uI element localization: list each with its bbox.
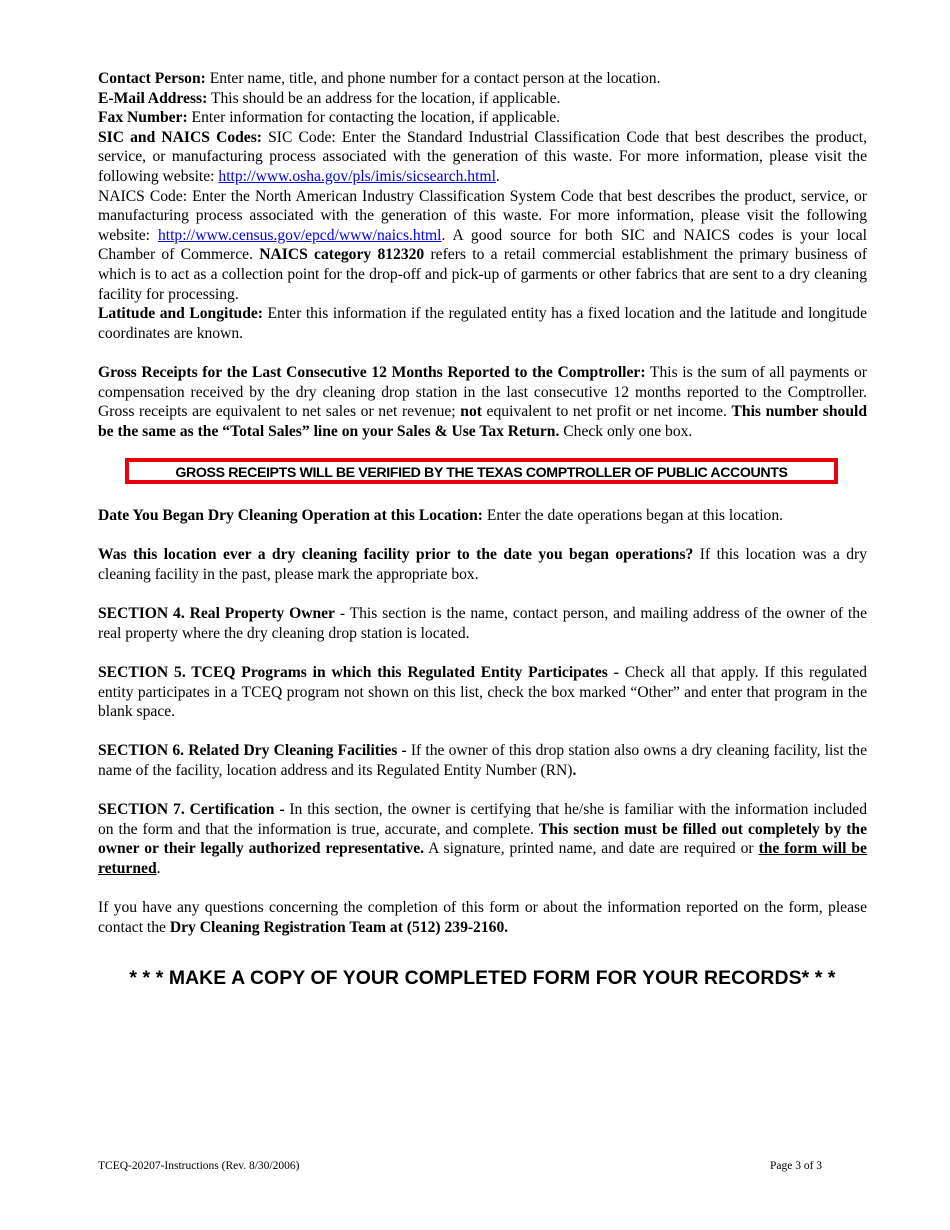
sic-text: SIC Code: Enter the Standard Industrial Classification Code that best describes the product, service, or manufacturing process associated with the generation of this waste. For more information, please visit the following website: bbox=[98, 128, 867, 185]
prior-facility-paragraph bbox=[98, 545, 867, 584]
latlong-paragraph bbox=[98, 304, 867, 343]
questions-text: If you have any questions concerning the completion of this form or about the information reported on the form, please contact the bbox=[98, 899, 867, 936]
gross-receipts-emphasis: This number should be the same as the “Total Sales” line on your Sales & Use Tax Return. bbox=[98, 403, 867, 440]
date-began-paragraph bbox=[98, 506, 867, 526]
contact-person-paragraph bbox=[98, 69, 867, 89]
footer-page-number: Page 3 of 3 bbox=[770, 1160, 823, 1172]
copy-notice: * * * MAKE A COPY OF YOUR COMPLETED FORM FOR YOUR RECORDS* * * bbox=[129, 967, 836, 990]
section-7-paragraph bbox=[98, 800, 867, 878]
instructions-page bbox=[98, 69, 867, 989]
latlong-text: Enter this information if the regulated entity has a fixed location and the latitude and longitude coordinates are known. bbox=[98, 305, 868, 342]
section-7-text-1: In this section, the owner is certifying that he/she is familiar with the information included on the form and that the information is true, accurate, and complete. bbox=[98, 801, 867, 838]
email-paragraph bbox=[98, 89, 867, 109]
section-4-label: SECTION 4. Real Property Owner bbox=[98, 605, 335, 623]
section-6-end: . bbox=[572, 762, 577, 779]
fax-text: Enter information for contacting the location, if applicable. bbox=[187, 109, 561, 127]
sic-end: . bbox=[495, 167, 500, 185]
gross-receipts-text-2: equivalent to net profit or net income. bbox=[481, 403, 732, 421]
naics-category: NAICS category 812320 bbox=[259, 246, 425, 264]
section-7-emphasis: This section must be filled out completely by the owner or their legally authorized representative. bbox=[98, 820, 867, 858]
gross-receipts-text-1: This is the sum of all payments or compensation received by the dry cleaning drop station in the last consecutive 12 months reported to the Comptroller. Gross receipts are equivalent to net sales or net revenue; bbox=[98, 363, 868, 421]
gross-receipts-text-3: Check only one box. bbox=[559, 422, 693, 440]
gross-receipts-not: not bbox=[460, 403, 482, 421]
section-4-text: - This section is the name, contact person, and mailing address of the owner of the real property where the dry cleaning drop station is located. bbox=[98, 605, 867, 642]
naics-text-1: NAICS Code: Enter the North American Industry Classification System Code that best describes the product, service, or manufacturing process associated with the generation of this waste. For more information, please visit the following website: bbox=[98, 187, 867, 244]
footer-form-id: TCEQ-20207-Instructions (Rev. 8/30/2006) bbox=[98, 1160, 300, 1172]
section-6-label: SECTION 6. Related Dry Cleaning Facilities - bbox=[98, 742, 407, 760]
date-began-text: Enter the date operations began at this location. bbox=[482, 507, 784, 525]
section-5-label: SECTION 5. TCEQ Programs in which this Regulated Entity Participates - bbox=[98, 664, 619, 682]
prior-facility-text: If this location was a dry cleaning facility in the past, please mark the appropriate box. bbox=[98, 546, 867, 584]
section-4-paragraph bbox=[98, 604, 867, 643]
naics-text-3: refers to a retail commercial establishment the primary business of which is to act as a collection point for the drop-off and pick-up of garments or other fabrics that are sent to a dry cleaning facility for processing. bbox=[98, 246, 868, 303]
section-7-label: SECTION 7. Certification - bbox=[98, 801, 285, 819]
gross-receipts-paragraph bbox=[98, 363, 867, 441]
date-began-label: Date You Began Dry Cleaning Operation at this Location: bbox=[98, 507, 483, 525]
prior-facility-label: Was this location ever a dry cleaning facility prior to the date you began operations? bbox=[98, 546, 694, 564]
sic-link[interactable]: http://www.osha.gov/pls/imis/sicsearch.html bbox=[218, 167, 496, 185]
form-returned-warning: the form will be returned bbox=[98, 840, 867, 877]
fax-paragraph bbox=[98, 108, 867, 128]
section-7-end: . bbox=[156, 859, 161, 877]
gross-receipts-label: Gross Receipts for the Last Consecutive 12 Months Reported to the Comptroller: bbox=[98, 363, 646, 381]
section-6-paragraph bbox=[98, 741, 867, 780]
naics-link[interactable]: http://www.census.gov/epcd/www/naics.html bbox=[157, 226, 442, 244]
naics-text-2: . A good source for both SIC and NAICS codes is your local Chamber of Commerce. bbox=[98, 226, 867, 264]
email-text: This should be an address for the location, if applicable. bbox=[207, 89, 561, 107]
sic-label: SIC and NAICS Codes: bbox=[98, 128, 262, 146]
fax-label: Fax Number: bbox=[98, 109, 188, 127]
section-5-paragraph bbox=[98, 663, 867, 722]
section-5-text: Check all that apply. If this regulated entity participates in a TCEQ program not shown on this list, check the box marked “Other” and enter that program in the blank space. bbox=[98, 664, 867, 721]
registration-team-contact: Dry Cleaning Registration Team at (512) 239-2160. bbox=[169, 918, 509, 936]
section-7-text-2: A signature, printed name, and date are required or bbox=[424, 840, 759, 858]
naics-paragraph bbox=[98, 187, 867, 305]
latlong-label: Latitude and Longitude: bbox=[98, 305, 264, 323]
email-label: E-Mail Address: bbox=[98, 89, 208, 107]
section-6-text: If the owner of this drop station also owns a dry cleaning facility, list the name of the facility, location address and its Regulated Entity Number (RN) bbox=[98, 742, 867, 779]
verification-banner: GROSS RECEIPTS WILL BE VERIFIED BY THE TEXAS COMPTROLLER OF PUBLIC ACCOUNTS bbox=[125, 458, 838, 484]
questions-paragraph bbox=[98, 898, 867, 937]
contact-person-label: Contact Person: bbox=[98, 70, 206, 87]
sic-paragraph bbox=[98, 128, 867, 187]
contact-person-text: Enter name, title, and phone number for a contact person at the location. bbox=[205, 70, 661, 87]
